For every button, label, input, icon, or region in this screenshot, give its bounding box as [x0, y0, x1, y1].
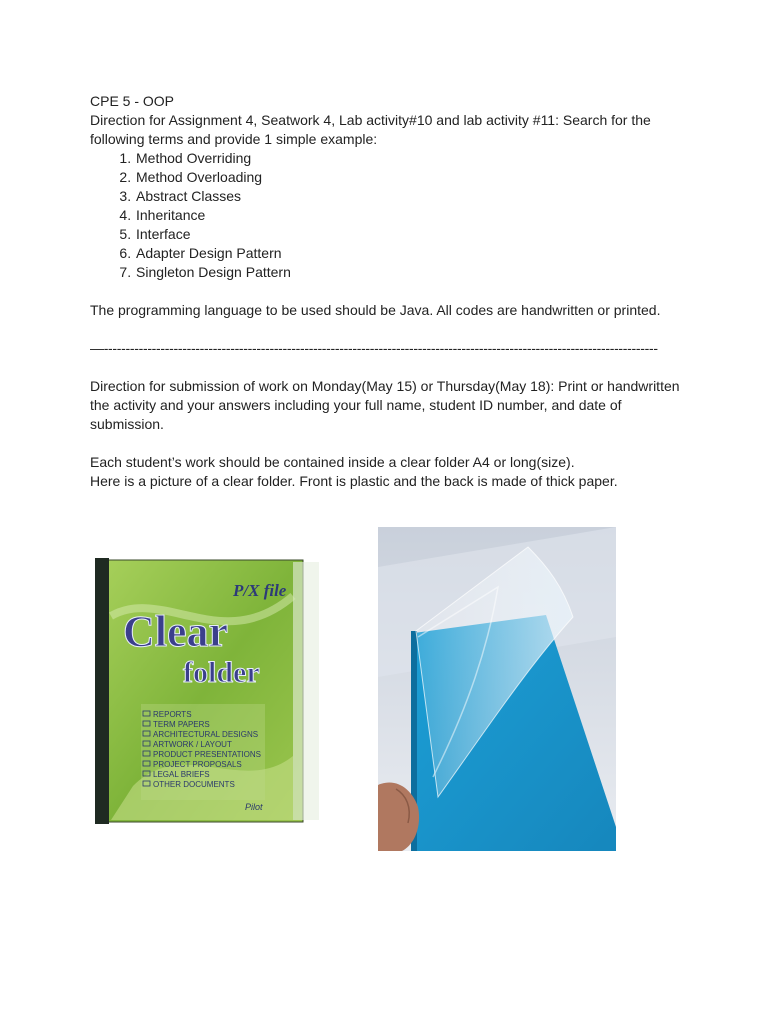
document-title: CPE 5 - OOP [90, 93, 175, 109]
use-label: REPORTS [153, 710, 192, 719]
language-note: The programming language to be used should be Java. All codes are handwritten or printed. [90, 302, 661, 318]
clear-folder-product-image [93, 556, 329, 826]
use-label: LEGAL BRIEFS [153, 770, 210, 779]
list-item: 6. Adapter Design Pattern [135, 244, 690, 263]
folder-word: folder [183, 656, 260, 689]
use-label: PRODUCT PRESENTATIONS [153, 750, 262, 759]
submission-direction: Direction for submission of work on Monday(May 15) or Thursday(May 18): Print or handwritten the activity and your answers including your full name, student ID number, and date of submission. [90, 378, 680, 432]
folder-description: Here is a picture of a clear folder. Front is plastic and the back is made of thick paper. [90, 473, 618, 489]
list-item: 3. Abstract Classes [135, 187, 690, 206]
clear-folder-photo [378, 527, 616, 851]
list-item: 2. Method Overloading [135, 168, 690, 187]
terms-list [90, 149, 690, 282]
list-item: 7. Singleton Design Pattern [135, 263, 690, 282]
folder-requirement: Each student’s work should be contained inside a clear folder A4 or long(size). [90, 454, 575, 470]
maker-logo: Pilot [245, 802, 263, 812]
assignment-direction: Direction for Assignment 4, Seatwork 4, Lab activity#10 and lab activity #11: Search for the following terms and provide 1 simple example: [90, 112, 651, 147]
use-label: OTHER DOCUMENTS [153, 780, 235, 789]
list-item: 5. Interface [135, 225, 690, 244]
use-label: ARCHITECTURAL DESIGNS [153, 730, 259, 739]
document-body [90, 92, 690, 491]
divider-line: —------------------------------------------------------------------------------------------------------------------------------- [90, 340, 658, 356]
clear-word: Clear [123, 607, 229, 656]
list-item: 4. Inheritance [135, 206, 690, 225]
brand-label: P/X file [233, 581, 287, 600]
use-label: ARTWORK / LAYOUT [153, 740, 232, 749]
list-item: 1. Method Overriding [135, 149, 690, 168]
use-label: TERM PAPERS [153, 720, 210, 729]
use-label: PROJECT PROPOSALS [153, 760, 242, 769]
